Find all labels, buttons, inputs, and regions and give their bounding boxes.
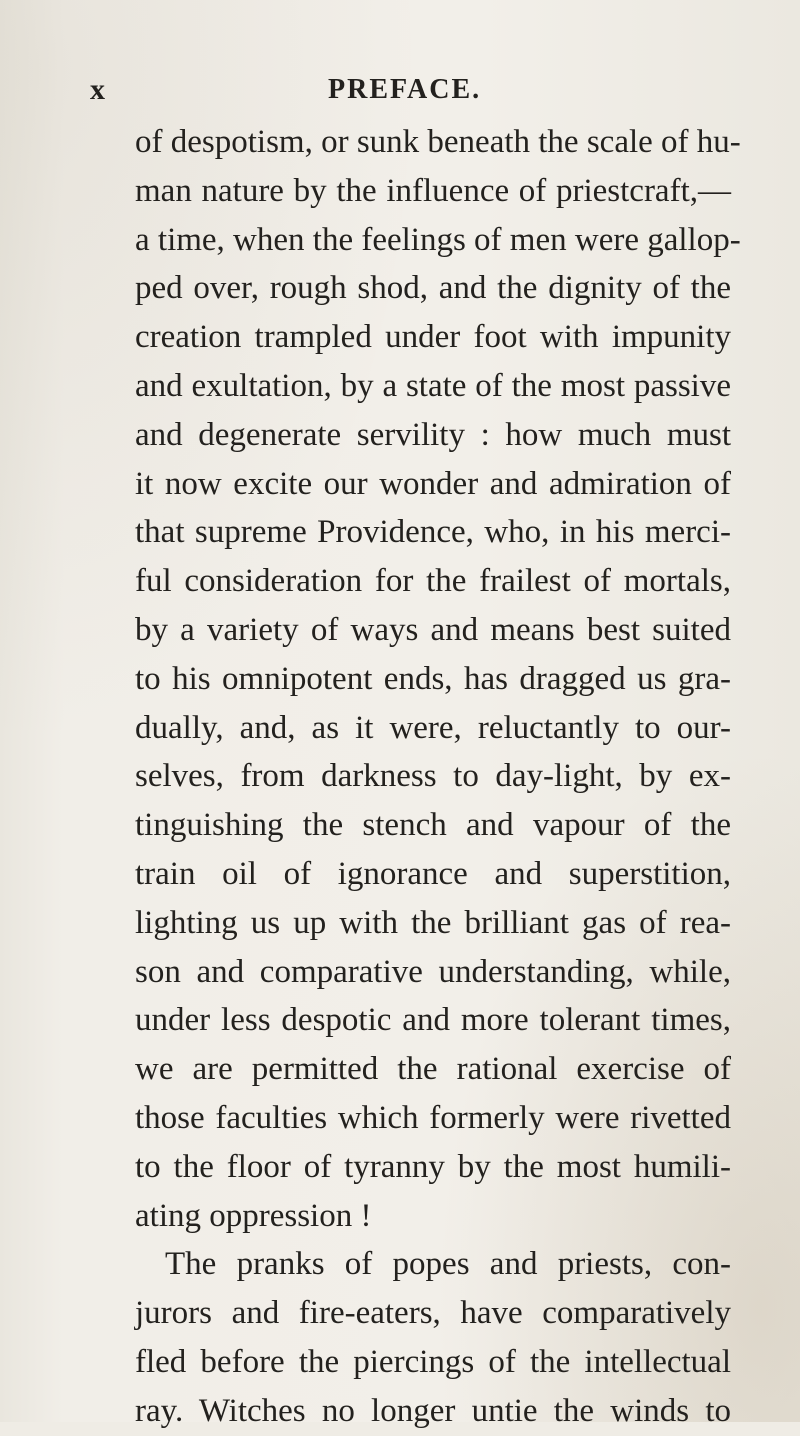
text-line: selves, from darkness to day-light, by ex- <box>135 758 731 795</box>
text-line: of despotism, or sunk beneath the scale of hu- <box>135 124 741 160</box>
body-text <box>135 118 741 1436</box>
text-line: ped over, rough shod, and the dignity of the <box>135 270 731 307</box>
text-line: to the floor of tyranny by the most humili- <box>135 1148 731 1185</box>
text-line: dually, and, as it were, reluctantly to our- <box>135 709 731 746</box>
text-line: we are permitted the rational exercise of <box>135 1051 731 1088</box>
text-line: lighting us up with the brilliant gas of rea- <box>135 904 731 941</box>
text-line: creation trampled under foot with impunity <box>135 319 731 356</box>
text-line: those faculties which formerly were rivetted <box>135 1099 731 1136</box>
text-line: and degenerate servility : how much must <box>135 416 731 453</box>
text-line: by a variety of ways and means best suited <box>135 611 731 648</box>
text-line: tinguishing the stench and vapour of the <box>135 807 731 844</box>
text-line: ray. Witches no longer untie the winds to <box>135 1392 731 1429</box>
text-line: it now excite our wonder and admiration of <box>135 465 731 502</box>
text-line: and exultation, by a state of the most passive <box>135 367 731 404</box>
page-header <box>90 72 730 112</box>
text-line: fled before the piercings of the intellectual <box>135 1343 731 1380</box>
text-line: that supreme Providence, who, in his merci- <box>135 514 731 551</box>
text-line: to his omnipotent ends, has dragged us gra- <box>135 660 731 697</box>
page-number: x <box>90 73 106 106</box>
text-line: jurors and fire-eaters, have comparatively <box>135 1295 731 1332</box>
text-line: man nature by the influence of priestcraft,— <box>135 172 731 209</box>
text-line: The pranks of popes and priests, con- <box>165 1246 731 1283</box>
running-head: PREFACE. <box>328 74 482 105</box>
text-line: a time, when the feelings of men were gallop- <box>135 221 741 258</box>
text-line: son and comparative understanding, while, <box>135 953 731 990</box>
text-line: under less despotic and more tolerant times, <box>135 1002 731 1039</box>
text-line: ful consideration for the frailest of mortals, <box>135 563 731 600</box>
text-line: ating oppression ! <box>135 1197 372 1234</box>
text-line: train oil of ignorance and superstition, <box>135 855 731 892</box>
